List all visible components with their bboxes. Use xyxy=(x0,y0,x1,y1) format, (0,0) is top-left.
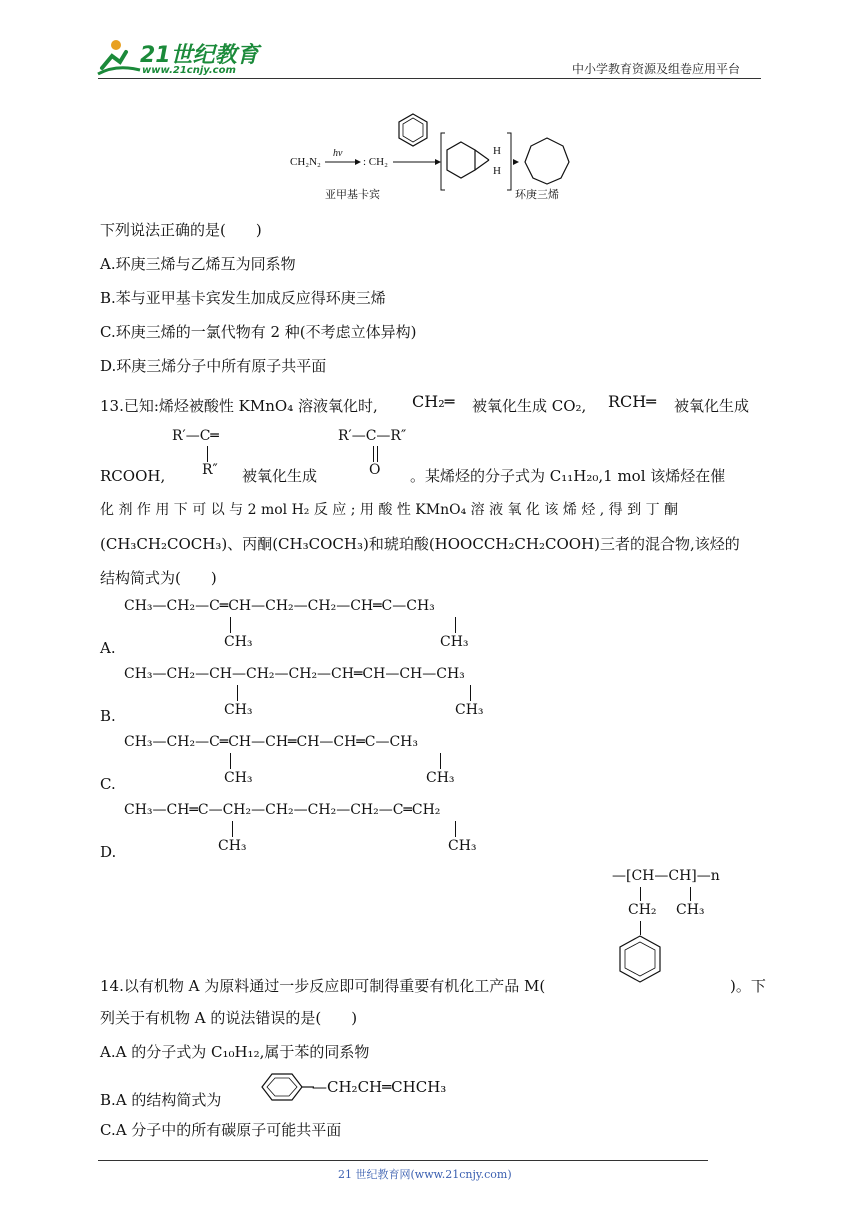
q14-polymer-ch3: CH₃ xyxy=(676,902,705,918)
q14-option-b-label: B.A 的结构简式为 xyxy=(100,1091,222,1109)
norcaradiene-ring-icon xyxy=(447,142,475,178)
platform-name: 中小学教育资源及组卷应用平台 xyxy=(572,62,741,76)
q14-polymer-bond3 xyxy=(640,921,641,935)
logo-url: www.21cnjy.com xyxy=(142,65,236,76)
q13-option-d-bond1 xyxy=(232,821,233,837)
q13-struct2-top: R′—C—R″ xyxy=(338,428,407,444)
q12-option-d: D.环庚三烯分子中所有原子共平面 xyxy=(100,357,327,375)
q13-struct1-bottom: R″ xyxy=(202,462,218,478)
q13-option-d-formula: CH₃—CH═C—CH₂—CH₂—CH₂—CH₂—C═CH₂ xyxy=(124,802,441,818)
q14-line1-b: )。下 xyxy=(730,977,766,995)
q13-option-b-bond2 xyxy=(470,685,471,701)
cycloheptatriene-scheme-diagram xyxy=(285,108,585,208)
h-top-label: H xyxy=(493,145,501,157)
hv-label: hν xyxy=(333,148,343,159)
logo-title: 21世纪教育 xyxy=(140,43,259,68)
q12-prompt: 下列说法正确的是( ) xyxy=(100,221,262,239)
q13-option-d-bond2 xyxy=(455,821,456,837)
q13-struct2-bottom: O xyxy=(369,462,381,478)
q12-option-a: A.环庚三烯与乙烯互为同系物 xyxy=(100,255,296,273)
label-product: 环庚三烯 xyxy=(515,189,559,201)
q13-line1-b: 被氧化生成 CO₂, xyxy=(472,397,587,415)
q14-option-a: A.A 的分子式为 C₁₀H₁₂,属于苯的同系物 xyxy=(100,1043,370,1061)
q13-option-b-bond1 xyxy=(237,685,238,701)
q13-option-b-sub2: CH₃ xyxy=(455,702,484,718)
header-logo xyxy=(96,36,266,78)
q13-line4: (CH₃CH₂COCH₃)、丙酮(CH₃COCH₃)和琥珀酸(HOOCCH₂CH₂COOH)三者的混合物,该烃的 xyxy=(100,535,740,553)
q14-option-c: C.A 分子中的所有碳原子可能共平面 xyxy=(100,1121,342,1139)
q13-line2-a: RCOOH, xyxy=(100,467,166,485)
q13-struct2-bond xyxy=(373,446,378,462)
q13-option-a-bond2 xyxy=(455,617,456,633)
q13-option-a-sub1: CH₃ xyxy=(224,634,253,650)
q13-struct1-bond xyxy=(207,446,208,462)
q12-option-b: B.苯与亚甲基卡宾发生加成反应得环庚三烯 xyxy=(100,289,386,307)
reaction-scheme xyxy=(285,108,585,208)
q13-option-a-label: A. xyxy=(100,639,116,657)
q13-option-c-sub2: CH₃ xyxy=(426,770,455,786)
q14-line2: 列关于有机物 A 的说法错误的是( ) xyxy=(100,1009,358,1027)
q13-line1-a: 13.已知:烯烃被酸性 KMnO₄ 溶液氧化时, xyxy=(100,397,378,415)
q13-struct1-top: R′—C═ xyxy=(172,428,219,444)
q14-polymer-top: —[CH—CH]—n xyxy=(612,868,720,884)
cycloheptatriene-ring-icon xyxy=(525,138,569,184)
q13-option-c-bond2 xyxy=(440,753,441,769)
header-divider xyxy=(98,78,761,79)
q13-option-d-sub1: CH₃ xyxy=(218,838,247,854)
footer-site-link[interactable]: 21 世纪教育网(www.21cnjy.com) xyxy=(338,1168,512,1181)
q13-option-a-formula: CH₃—CH₂—C═CH—CH₂—CH₂—CH═C—CH₃ xyxy=(124,598,435,614)
q13-option-b-label: B. xyxy=(100,707,116,725)
q13-option-c-sub1: CH₃ xyxy=(224,770,253,786)
q13-option-a-bond1 xyxy=(230,617,231,633)
q13-option-c-bond1 xyxy=(230,753,231,769)
q14-polymer-ch2: CH₂ xyxy=(628,902,657,918)
q14-option-b-chain: —CH₂CH═CHCH₃ xyxy=(312,1078,447,1096)
q13-line2-b: 被氧化生成 xyxy=(242,467,318,485)
h-bottom-label: H xyxy=(493,165,501,177)
q13-option-d-sub2: CH₃ xyxy=(448,838,477,854)
q14-polymer-bond1 xyxy=(640,887,641,901)
q14-line1-a: 14.以有机物 A 为原料通过一步反应即可制得重要有机化工产品 M( xyxy=(100,977,546,995)
q14-polymer-bond2 xyxy=(690,887,691,901)
footer-divider xyxy=(98,1160,708,1161)
q13-line1-c: 被氧化生成 xyxy=(674,397,750,415)
carbene-formula: : CH₂ xyxy=(363,156,388,168)
q13-option-a-sub2: CH₃ xyxy=(440,634,469,650)
q13-option-b-sub1: CH₃ xyxy=(224,702,253,718)
label-carbene: 亚甲基卡宾 xyxy=(325,189,380,201)
q13-line2-c: 。某烯烃的分子式为 C₁₁H₂₀,1 mol 该烯烃在催 xyxy=(410,467,726,485)
q13-line5: 结构简式为( ) xyxy=(100,569,217,587)
q13-option-b-formula: CH₃—CH₂—CH—CH₂—CH₂—CH═CH—CH—CH₃ xyxy=(124,666,465,682)
q13-option-d-label: D. xyxy=(100,843,117,861)
q13-line3: 化 剂 作 用 下 可 以 与 2 mol H₂ 反 应 ; 用 酸 性 KMnO₄ 溶 液 氧 化 该 烯 烃 , 得 到 丁 酮 xyxy=(100,502,679,518)
q14-option-b-benzene-icon xyxy=(250,1070,314,1104)
q13-option-c-label: C. xyxy=(100,775,116,793)
q14-polymer-benzene-icon xyxy=(617,934,663,984)
q13-frag-ch2: CH₂═ xyxy=(412,392,455,411)
q13-option-c-formula: CH₃—CH₂—C═CH—CH═CH—CH═C—CH₃ xyxy=(124,734,418,750)
q12-option-c: C.环庚三烯的一氯代物有 2 种(不考虑立体异构) xyxy=(100,323,417,341)
diazomethane-formula: CH₂N₂ xyxy=(290,156,321,168)
q13-frag-rch: RCH═ xyxy=(608,392,656,411)
